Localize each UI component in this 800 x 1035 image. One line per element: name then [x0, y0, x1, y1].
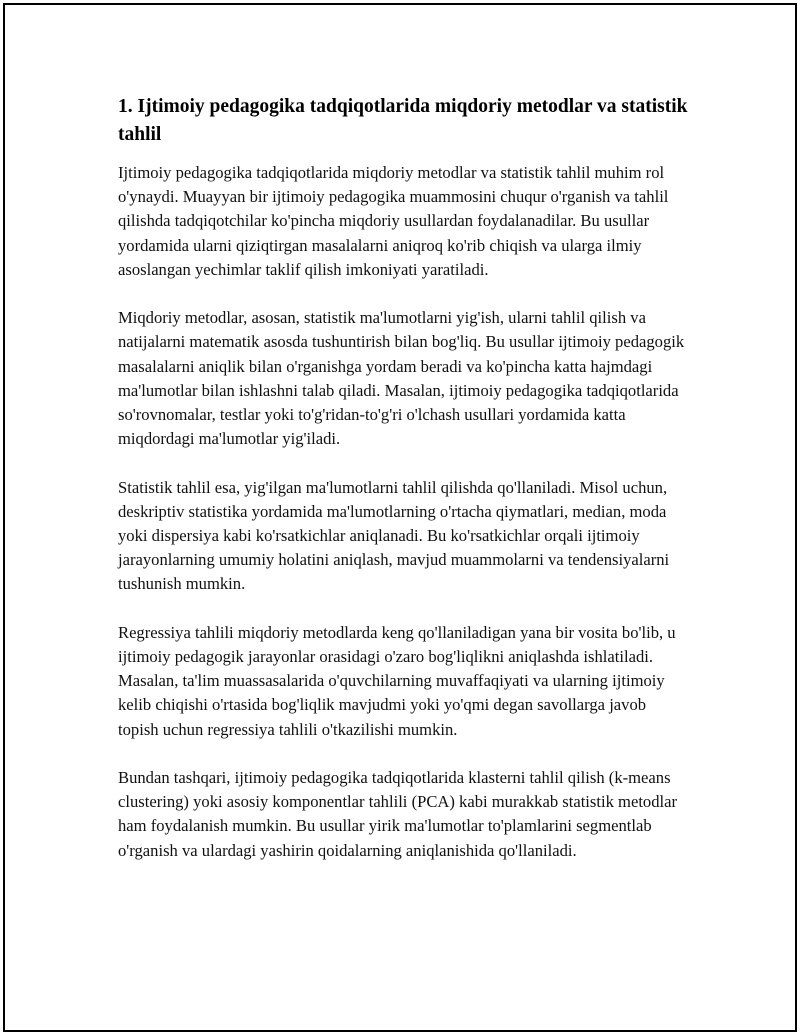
paragraph-4: Regressiya tahlili miqdoriy metodlarda keng qo'llaniladigan yana bir vosita bo'lib, u ijtimoiy pedagogik jarayonlar orasidagi o'zaro bog'liqlikni aniqlashda ishlatiladi. Masalan, ta'lim muassasalarida o'quvchilarning muvaffaqiyati va ularning ijtimoiy kelib chiqishi o'rtasida bog'liqlik mavjudmi yoki yo'qmi degan savollarga javob topish uchun regressiya tahlili o'tkazilishi mumkin. [118, 622, 676, 739]
section-heading: 1. Ijtimoiy pedagogika tadqiqotlarida miqdoriy metodlar va statistik tahlil [118, 96, 688, 145]
paragraph-3: Statistik tahlil esa, yig'ilgan ma'lumotlarni tahlil qilishda qo'llaniladi. Misol uchun, deskriptiv statistika yordamida ma'lumotlarning o'rtacha qiymatlari, median, moda yoki dispersiya kabi ko'rsatkichlar aniqlanadi. Bu ko'rsatkichlar orqali ijtimoiy jarayonlarning umumiy holatini aniqlash, mavjud muammolarni va tendensiyalarni tushunish mumkin. [118, 477, 670, 594]
paragraph-2: Miqdoriy metodlar, asosan, statistik ma'lumotlarni yig'ish, ularni tahlil qilish va natijalarni matematik asosda tushuntirish bilan bog'liq. Bu usullar ijtimoiy pedagogik masalalarni aniqlik bilan o'rganishga yordam beradi va ko'pincha katta hajmdagi ma'lumotlar bilan ishlashni talab qiladi. Masalan, ijtimoiy pedagogika tadqiqotlarida so'rovnomalar, testlar yoki to'g'ridan-to'g'ri o'lchash usullari yordamida katta miqdordagi ma'lumotlar yig'iladi. [118, 308, 685, 449]
paragraph-5: Bundan tashqari, ijtimoiy pedagogika tadqiqotlarida klasterni tahlil qilish (k-means clustering) yoki asosiy komponentlar tahlili (PCA) kabi murakkab statistik metodlar ham foydalanish mumkin. Bu usullar yirik ma'lumotlar to'plamlarini segmentlab o'rganish va ulardagi yashirin qoidalarning aniqlanishida qo'llaniladi. [118, 768, 678, 860]
paragraph-1: Ijtimoiy pedagogika tadqiqotlarida miqdoriy metodlar va statistik tahlil muhim rol o'ynaydi. Muayyan bir ijtimoiy pedagogika muammosini chuqur o'rganish va tahlil qilishda tadqiqotchilar ko'pincha miqdoriy usullardan foydalanadilar. Bu usullar yordamida ularni qiziqtirgan masalalarni aniqroq ko'rib chiqish va ularga ilmiy asoslangan yechimlar taklif qilish imkoniyati yaratiladi. [118, 163, 669, 279]
document-body [118, 93, 688, 887]
